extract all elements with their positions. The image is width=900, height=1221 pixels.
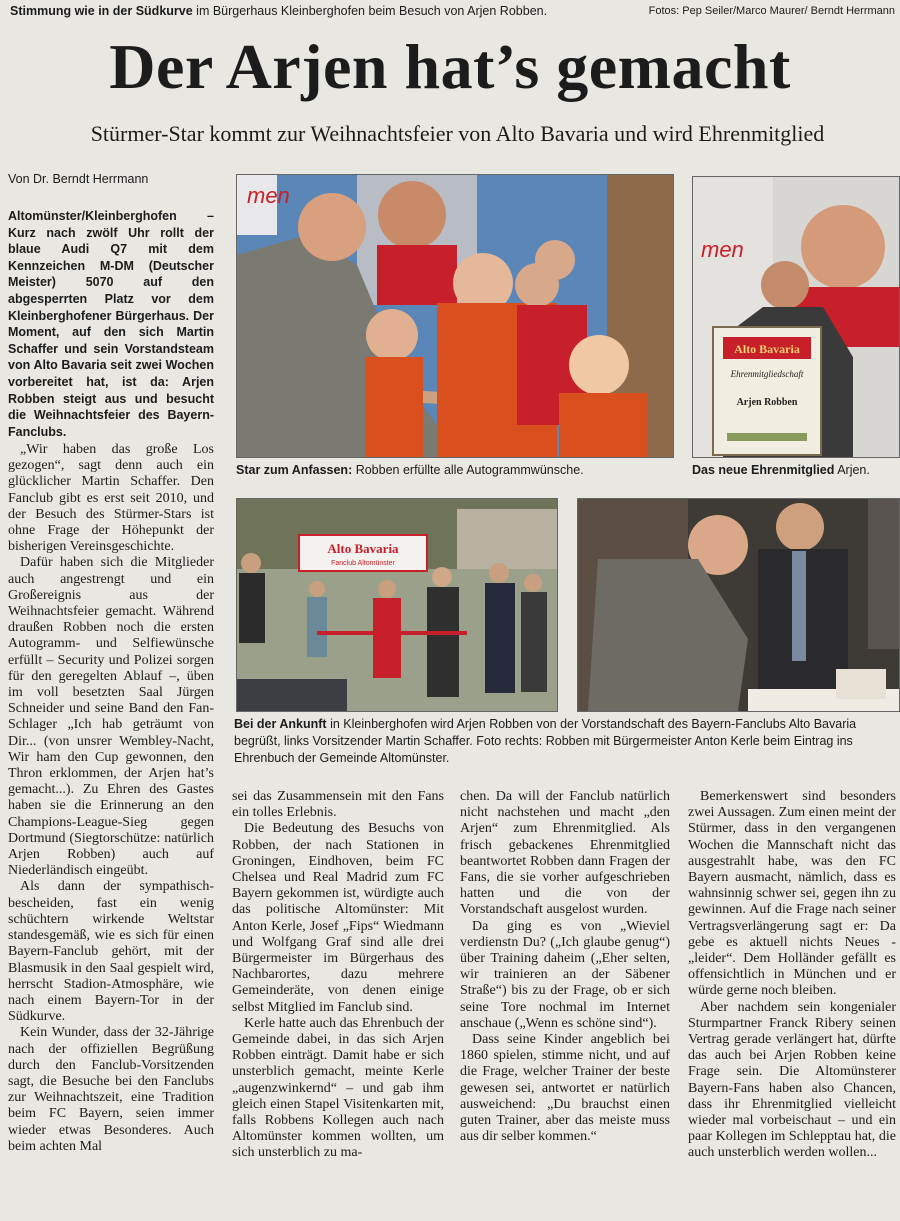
caption-autographs xyxy=(236,462,676,479)
top-kicker: Stimmung wie in der Südkurve xyxy=(10,4,193,18)
poster-text-2: men xyxy=(701,237,744,262)
subheadline: Stürmer-Star kommt zur Weihnachtsfeier von Alto Bavaria und wird Ehrenmitglied xyxy=(90,121,825,146)
article-column-3 xyxy=(460,789,670,1145)
col3-paragraph-2: Da ging es von „Wieviel verdienstn Du? („Ich glaube genug“) über Training daheim („Eher selten, wir trainieren an der Säbener Straße“) bis zu der Frage, ob er sich seine Tore nochmal im Internet anschaue („Wenn es schöne sind“). xyxy=(460,918,670,1031)
article-column-1 xyxy=(8,442,214,1155)
top-kicker-rest: im Bürgerhaus Kleinberghofen beim Besuch von Arjen Robben. xyxy=(192,4,548,18)
photo-arrival xyxy=(236,498,558,712)
col2-paragraph-2: Die Bedeutung des Besuchs von Robben, der nach Stationen in Groningen, Eindhoven, beim FC Chelsea und Real Madrid zum FC Bayern gekommen ist, würdigte auch das politische Altomünster: Mit Anton Kerle, Josef „Fips“ Wiedmann und Wolfgang Graf sind alle drei Bürgermeister im Bürgerhaus des Nachbarortes, dazu mehrere Gemeinderäte, von denen einige selbst Mitglied im Fanclub sind. xyxy=(232,821,444,1015)
photo-credit: Fotos: Pep Seiler/Marco Maurer/ Berndt Herrmann xyxy=(648,5,895,17)
caption-autographs-text: Robben erfüllte alle Autogrammwünsche. xyxy=(352,463,584,477)
dateline: Altomünster/Kleinberghofen – xyxy=(8,209,214,223)
col2-paragraph-1: sei das Zusammensein mit den Fans ein tolles Erlebnis. xyxy=(232,789,444,821)
col3-paragraph-3: Dass seine Kinder angeblich bei 1860 spielen, stimme nicht, und auf die Frage, welcher Trainer der beste gewesen sei, antwortet er natürlich ausweichend: „Du brauchst einen guten Trainer, aber das meiste muss aus dir selber kommen.“ xyxy=(460,1032,670,1145)
caption-arrival xyxy=(234,716,898,767)
caption-autographs-bold: Star zum Anfassen: xyxy=(236,463,353,477)
caption-certificate-bold: Das neue Ehrenmitglied xyxy=(692,463,835,477)
caption-certificate xyxy=(692,462,898,479)
col3-paragraph-1: chen. Da will der Fanclub natürlich nicht nachstehen und macht „den Arjen“ zum Ehrenmitglied. Als frisch gebackenes Ehrenmitglied beantwortet Robben dann Fragen der Fans, die sie vorher aufgeschrieben hatten und die von der Vorstandschaft ausgelost wurden. xyxy=(460,789,670,918)
photo-certificate-image xyxy=(693,177,899,457)
top-caption-line xyxy=(10,4,895,24)
banner-subtext: Fanclub Altomünster xyxy=(331,560,395,567)
article-column-1-top xyxy=(8,208,214,440)
article-lead xyxy=(8,208,214,440)
byline: Von Dr. Berndt Herrmann xyxy=(8,172,149,186)
photo-autographs xyxy=(236,174,674,458)
photo-autographs-image xyxy=(237,175,673,457)
article-column-4 xyxy=(688,789,896,1162)
col1-paragraph-2: Dafür haben sich die Mitglieder auch angestrengt und ein Großereignis aus der Weihnachtsfeier gemacht. Während draußen Robben noch die ersten Autogramm- und Selfiewünsche erfüllt – Security und Polizei sorgen für den geregelten Ablauf –, üben im voll besetzten Saal Jürgen Schneider und seine Band den Fan-Schlager „Ich hab geträumt von Dir... (von unsrer Wembley-Nacht, Wir ham den Cup gewonnen, den Thron erklommen, der Arjen hat’s gemacht...). Zu Ehren des Gastes haben sie die Erinnerung an den Champions-League-Sieg gegen Dortmund (Siegtorschütze: natürlich Arjen Robben) auch auf Niederländisch eingeübt. xyxy=(8,555,214,879)
col1-paragraph-1: „Wir haben das große Los gezogen“, sagt denn auch ein glücklicher Martin Schaffer. Den Fanclub gibt es erst seit 2010, und der Besuch des Stürmer-Stars ist ohne Frage der Höhepunkt der bisherigen Vereinsgeschichte. xyxy=(8,442,214,555)
photo-certificate xyxy=(692,176,900,458)
photo-signing xyxy=(577,498,900,712)
photo-arrival-image xyxy=(237,499,557,711)
col2-paragraph-3: Kerle hatte auch das Ehrenbuch der Gemeinde dabei, in das sich Arjen Robben einträgt. Damit habe er sich unsterblich gemacht, meinte Kerle „augenzwinkernd“ – und gab ihm gleich einen Stapel Visitenkarten mit, falls Robbens Kollegen auch nach Altomünster kommen wollten, um sich unsterblich zu ma- xyxy=(232,1015,444,1161)
certificate-title: Alto Bavaria xyxy=(734,342,800,356)
col4-paragraph-2: Aber nachdem sein kongenialer Sturmpartner Franck Ribery seinen Vertrag gerade verlängert hat, dürfte das auch bei Arjen Robben keine Frage sein. Die Altomünsterer Bayern-Fans haben also Chancen, dass ihr Ehrenmitglied vielleicht wieder mal vorbeischaut – und ein paar Kollegen im Schlepptau hat, die auch unsterblich werden wollen... xyxy=(688,999,896,1161)
headline: Der Arjen hat’s gemacht xyxy=(109,31,791,102)
certificate-subtitle: Ehrenmitgliedschaft xyxy=(730,369,804,379)
banner-text: Alto Bavaria xyxy=(327,541,399,556)
photo-signing-image xyxy=(578,499,899,711)
caption-certificate-text: Arjen. xyxy=(834,463,870,477)
col1-paragraph-4: Kein Wunder, dass der 32-Jährige nach der offiziellen Begrüßung durch den Fanclub-Vorsitzenden sagt, die Besuche bei den Fanclubs zur Weihnachtszeit, eine Tradition beim FC Bayern, seien immer wieder etwas Besonderes. Auch beim achten Mal xyxy=(8,1025,214,1154)
article-column-2 xyxy=(232,789,444,1162)
col4-paragraph-1: Bemerkenswert sind besonders zwei Aussagen. Zum einen meint der Stürmer, dass in den vergangenen Wochen die Mannschaft nicht das ausgestrahlt habe, was den FC Bayern ausmacht, nämlich, dass es wahnsinnig schwer sei, gegen ihn zu gewinnen. Auf die Frage nach seiner Vertragsverlängerung sagt er: Da gebe es aktuell nichts Neues - „leider“. Dem Holländer gefällt es offensichtlich in München und er würde gerne noch bleiben. xyxy=(688,789,896,999)
caption-arrival-text: in Kleinberghofen wird Arjen Robben von der Vorstandschaft des Bayern-Fanclubs Alto Bavaria begrüßt, links Vorsitzender Martin Schaffer. Foto rechts: Robben mit Bürgermeister Anton Kerle beim Eintrag ins Ehrenbuch der Gemeinde Altomünster. xyxy=(234,717,857,765)
caption-arrival-bold: Bei der Ankunft xyxy=(234,717,327,731)
col1-paragraph-3: Als dann der sympathisch-bescheiden, fast ein wenig schüchtern wirkende Weltstar standesgemäß, wie es sich für einen Bayern-Fanclub gehört, mit der Blasmusik in den Saal gespielt wird, herrscht Stadion-Atmosphäre, wie nach einem Bayern-Tor in der Südkurve. xyxy=(8,879,214,1025)
lead-text: Kurz nach zwölf Uhr rollt der blaue Audi Q7 mit dem Kennzeichen M-DM (Deutscher Meister) 5070 auf den abgesperrten Platz vor dem Kleinberghofener Bürgerhaus. Der Moment, auf den sich Martin Schaffer und sein Vorstandsteam von Alto Bavaria seit zwei Wochen vorbereitet hat, ist da: Arjen Robben steigt aus und besucht die Weihnachtsfeier des Bayern-Fanclubs. xyxy=(8,225,214,439)
certificate-name: Arjen Robben xyxy=(736,397,798,408)
poster-text: men xyxy=(247,183,290,208)
